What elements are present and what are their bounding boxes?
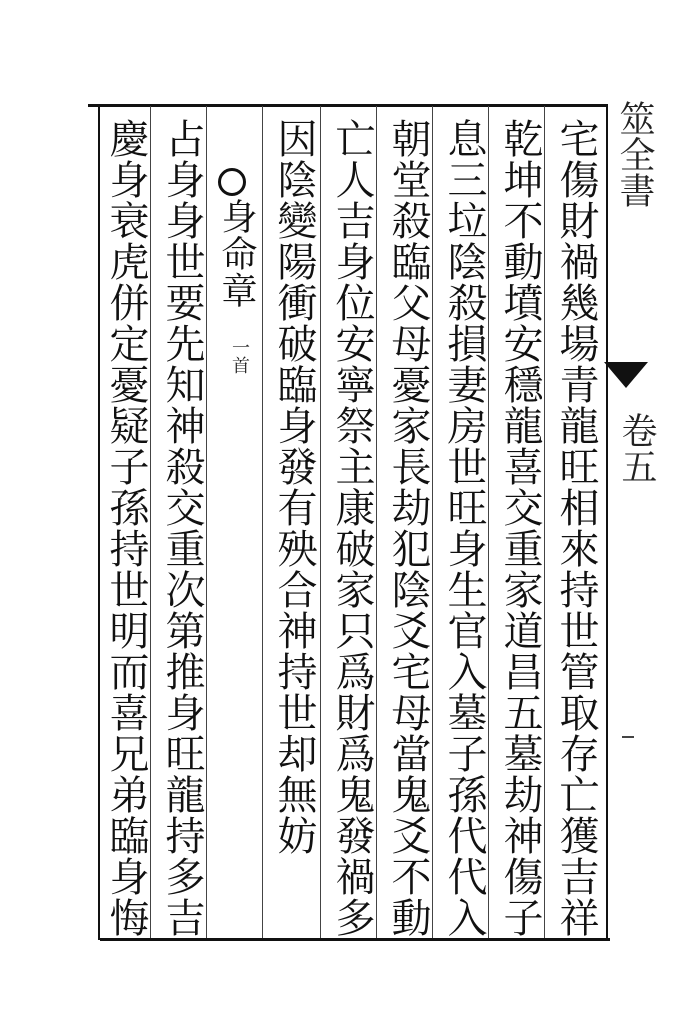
fish-tail-mark-icon (604, 362, 648, 388)
margin-tick (622, 736, 634, 738)
column-rule (376, 106, 377, 938)
text-column-4: 朝堂殺臨父母憂家長劫犯陰爻宅母當鬼爻不動 (385, 118, 431, 938)
text-column-8: 占身身世要先知神殺交重次第推身旺龍持多吉 (159, 118, 205, 938)
margin-book-title: 筮全書 (614, 100, 655, 208)
text-column-6: 因陰變陽衝破臨身發有殃合神持世却無妨 (271, 118, 317, 856)
section-heading: 身命章 (216, 198, 257, 309)
column-rule (320, 106, 321, 938)
frame-bottom-border (100, 938, 610, 941)
text-column-5: 亡人吉身位安寧祭主康破家只爲財爲鬼發禍多 (329, 118, 375, 938)
column-rule (206, 106, 207, 938)
text-column-1: 宅傷財禍幾場青龍旺相來持世管取存亡獲吉祥 (553, 118, 599, 938)
frame-top-border (88, 104, 608, 107)
text-column-2: 乾坤不動墳安穩龍喜交重家道昌五墓劫神傷子 (497, 118, 543, 938)
column-rule (432, 106, 433, 938)
margin-volume-label: 卷五 (616, 412, 657, 484)
heading-note: 一首 (229, 338, 250, 374)
column-rule (544, 106, 545, 938)
frame-right-border (606, 104, 608, 940)
frame-left-border (98, 104, 100, 940)
text-column-3: 息三垃陰殺損妻房世旺身生官入墓子孫代代入 (441, 118, 487, 938)
column-rule (488, 106, 489, 938)
column-rule (262, 106, 263, 938)
text-column-9: 慶身衰虎併定憂疑子孫持世明而喜兄弟臨身悔 (103, 118, 149, 938)
circle-heading-mark-icon (218, 168, 246, 196)
column-rule (150, 106, 151, 938)
